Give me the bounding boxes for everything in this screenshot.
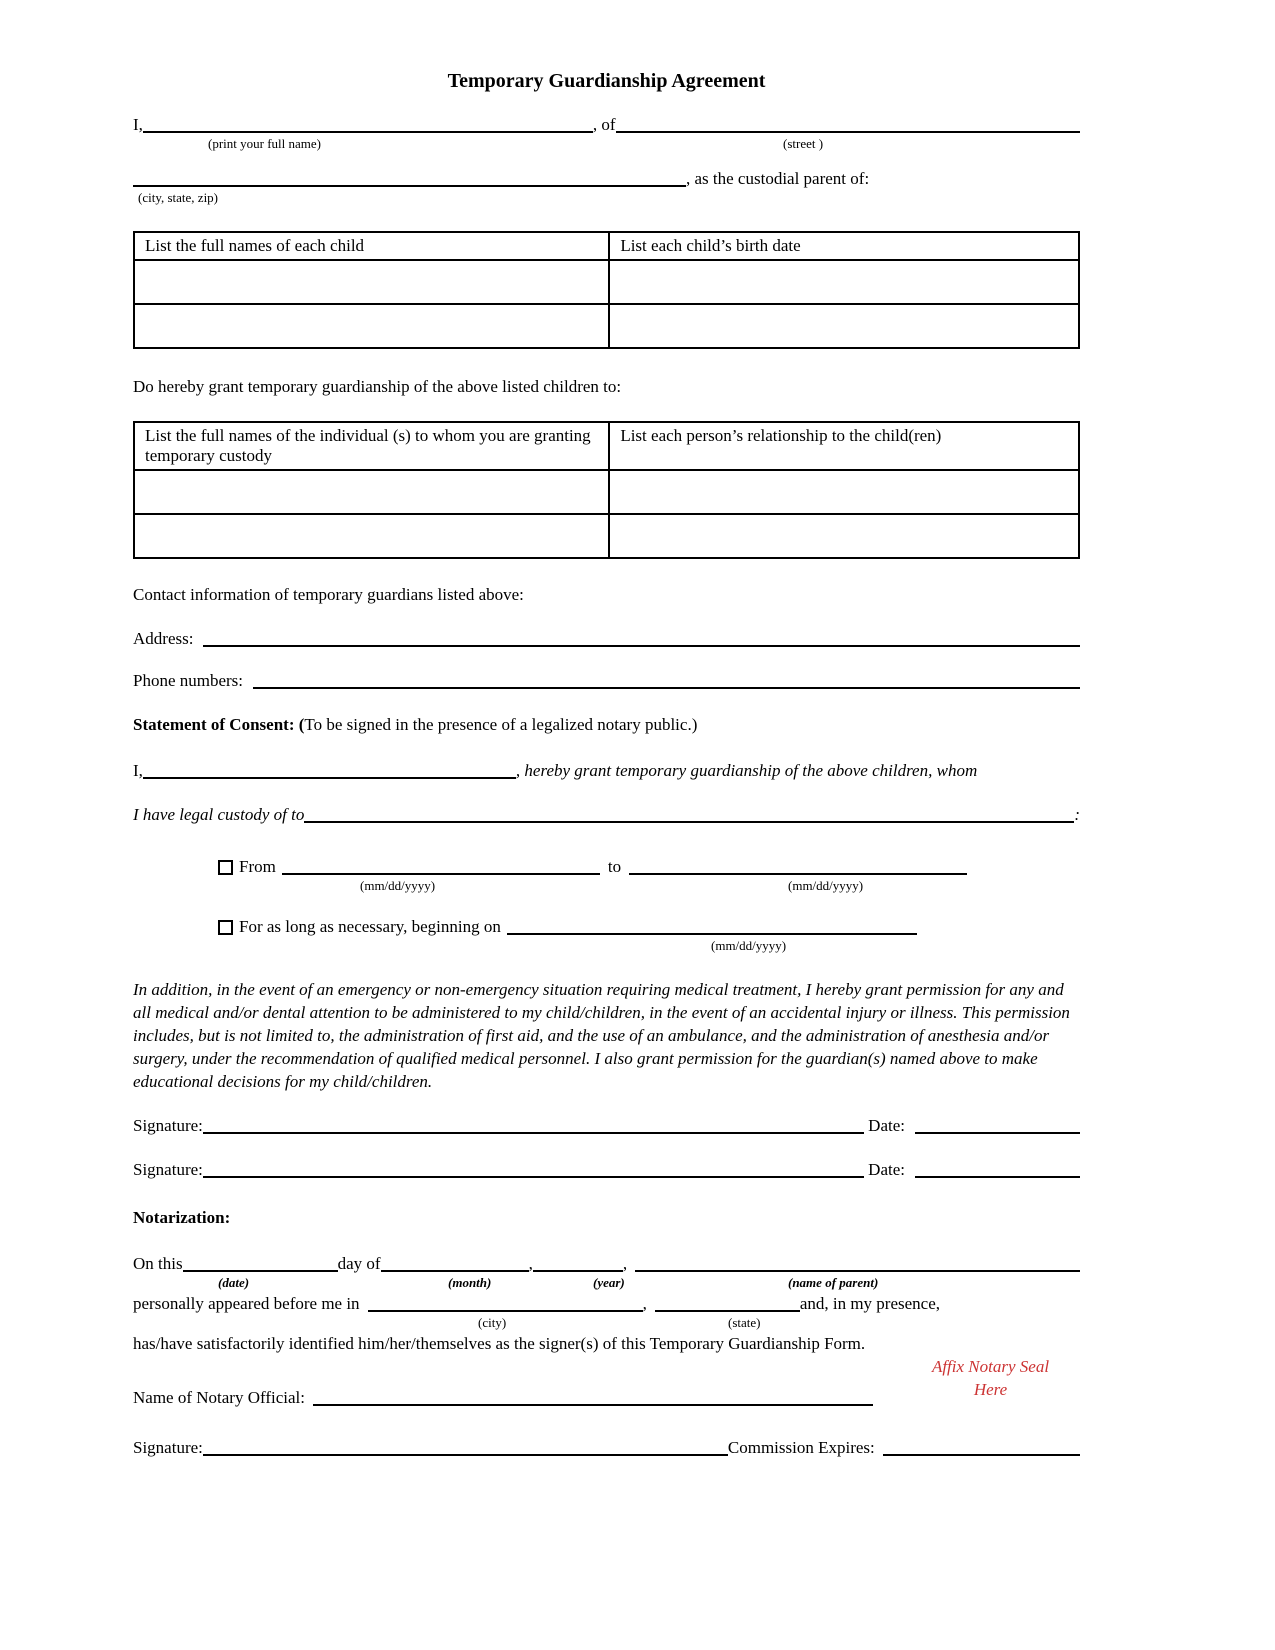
state-format-label: (state) bbox=[728, 1314, 761, 1330]
consent-heading-rest: To be signed in the presence of a legalized notary public.) bbox=[304, 715, 698, 734]
as-long-checkbox[interactable] bbox=[218, 920, 233, 935]
from-to-checkbox[interactable] bbox=[218, 860, 233, 875]
signature-row-1 bbox=[133, 1116, 1080, 1136]
parent-full-name-blank[interactable] bbox=[143, 119, 593, 133]
signature-label: Signature: bbox=[133, 1159, 203, 1179]
guardian-name-cell[interactable] bbox=[134, 470, 609, 514]
notary-city-blank[interactable] bbox=[368, 1298, 643, 1312]
grant-statement: Do hereby grant temporary guardianship of the above listed children to: bbox=[133, 377, 622, 396]
appeared-text: personally appeared before me in bbox=[133, 1293, 360, 1313]
phone-blank[interactable] bbox=[253, 675, 1080, 689]
address-blank[interactable] bbox=[203, 633, 1080, 647]
as-long-label: For as long as necessary, beginning on bbox=[239, 917, 501, 936]
on-this-text: On this bbox=[133, 1253, 183, 1273]
notary-seal-note: Affix Notary Seal Here bbox=[931, 1356, 1050, 1399]
commission-expires-label: Commission Expires: bbox=[727, 1437, 875, 1457]
children-table-row bbox=[134, 260, 1079, 304]
beginning-date-format-label: (mm/dd/yyyy) bbox=[711, 938, 787, 953]
date-blank-2[interactable] bbox=[915, 1164, 1080, 1178]
comma-3: , bbox=[642, 1293, 647, 1313]
custody-guardians-blank[interactable] bbox=[304, 809, 1074, 823]
children-names-header: List the full names of each child bbox=[134, 232, 609, 260]
consent-parent-name-blank[interactable] bbox=[143, 765, 516, 779]
print-name-label: (print your full name) bbox=[208, 136, 321, 151]
date-label: Date: bbox=[868, 1115, 905, 1135]
as-long-row bbox=[218, 917, 1080, 937]
comma-1: , bbox=[528, 1253, 533, 1273]
city-state-labels bbox=[133, 1314, 1080, 1332]
children-table-header-row bbox=[134, 232, 1079, 260]
child-name-cell[interactable] bbox=[134, 304, 609, 348]
identified-text: has/have satisfactorily identified him/her/themselves as the signer(s) of this Temporary Guardianship Form. bbox=[133, 1333, 866, 1353]
notarization-heading: Notarization: bbox=[133, 1207, 231, 1227]
contact-heading: Contact information of temporary guardians listed above: bbox=[133, 585, 524, 604]
phone-label: Phone numbers: bbox=[133, 671, 244, 690]
medical-permission-paragraph: In addition, in the event of an emergency or non-emergency situation requiring medical treatment, I hereby grant permission for any and all medical and/or dental attention to be administered to my child/children, in the event of an accidental injury or illness. This permission includes, but is not limited to, the administration of first aid, and the use of an ambulance, and the administration of anesthesia and/or surgery, under the recommendation of qualified medical personnel. I also grant permission for the guardian(s) named above to make educational decisions for my child/children. bbox=[133, 980, 1070, 1091]
guardians-table-header-row bbox=[134, 422, 1079, 470]
beginning-format-labels bbox=[133, 937, 1080, 955]
of-text: , of bbox=[592, 115, 616, 134]
consent-grant-row bbox=[133, 761, 1080, 781]
parent-name-street-row bbox=[133, 115, 1080, 135]
notary-parent-name-blank[interactable] bbox=[635, 1258, 1080, 1272]
year-format-label: (year) bbox=[593, 1274, 625, 1290]
consent-i-prefix: I, bbox=[133, 761, 143, 780]
street-label: (street ) bbox=[783, 136, 824, 151]
city-state-zip-blank[interactable] bbox=[133, 173, 686, 187]
notary-signature-blank[interactable] bbox=[203, 1442, 728, 1456]
date-blank-1[interactable] bbox=[915, 1120, 1080, 1134]
street-blank[interactable] bbox=[616, 119, 1080, 133]
parent-name-format-label: (name of parent) bbox=[788, 1274, 879, 1290]
phone-row bbox=[133, 671, 1080, 691]
notary-name-label: Name of Notary Official: bbox=[133, 1387, 305, 1407]
child-name-cell[interactable] bbox=[134, 260, 609, 304]
city-state-zip-label: (city, state, zip) bbox=[138, 190, 219, 205]
on-this-row bbox=[133, 1254, 1080, 1274]
signature-blank-1[interactable] bbox=[203, 1120, 864, 1134]
child-birthdate-cell[interactable] bbox=[609, 304, 1079, 348]
city-state-zip-labels bbox=[133, 189, 1080, 207]
guardians-table bbox=[133, 421, 1080, 559]
guardians-names-header: List the full names of the individual (s) to whom you are granting temporary custody bbox=[134, 422, 609, 470]
notary-year-blank[interactable] bbox=[533, 1258, 623, 1272]
guardian-relationship-cell[interactable] bbox=[609, 514, 1079, 558]
notary-name-block bbox=[133, 1356, 1080, 1408]
custody-colon: : bbox=[1074, 805, 1080, 824]
notary-month-blank[interactable] bbox=[381, 1258, 529, 1272]
to-date-blank[interactable] bbox=[629, 861, 967, 875]
children-table-row bbox=[134, 304, 1079, 348]
notary-signature-row bbox=[133, 1438, 1080, 1458]
signature-row-2 bbox=[133, 1160, 1080, 1180]
from-date-format-label: (mm/dd/yyyy) bbox=[360, 878, 436, 893]
beginning-date-blank[interactable] bbox=[507, 921, 917, 935]
month-format-label: (month) bbox=[448, 1274, 492, 1290]
to-date-format-label: (mm/dd/yyyy) bbox=[788, 878, 864, 893]
guardians-table-row bbox=[134, 470, 1079, 514]
notary-date-blank[interactable] bbox=[183, 1258, 338, 1272]
guardians-relationship-header: List each person’s relationship to the child(ren) bbox=[609, 422, 1079, 470]
from-date-blank[interactable] bbox=[282, 861, 600, 875]
signature-blank-2[interactable] bbox=[203, 1164, 864, 1178]
children-table bbox=[133, 231, 1080, 349]
appeared-row bbox=[133, 1294, 1080, 1314]
name-street-labels bbox=[133, 135, 1080, 153]
address-row bbox=[133, 629, 1080, 649]
signature-label: Signature: bbox=[133, 1437, 203, 1457]
consent-grant-text: , hereby grant temporary guardianship of the above children, whom bbox=[515, 761, 978, 780]
commission-expires-blank[interactable] bbox=[883, 1442, 1080, 1456]
signature-label: Signature: bbox=[133, 1115, 203, 1135]
from-label: From bbox=[239, 857, 276, 876]
comma-2: , bbox=[622, 1253, 628, 1273]
custodial-parent-row bbox=[133, 169, 1080, 189]
from-to-row bbox=[218, 857, 1080, 877]
guardians-table-row bbox=[134, 514, 1079, 558]
notary-state-blank[interactable] bbox=[655, 1298, 800, 1312]
city-format-label: (city) bbox=[478, 1314, 507, 1330]
date-label: Date: bbox=[868, 1159, 905, 1179]
consent-heading-bold: Statement of Consent: ( bbox=[133, 715, 305, 734]
custodial-parent-text: , as the custodial parent of: bbox=[686, 169, 870, 188]
address-label: Address: bbox=[133, 629, 194, 648]
day-of-text: day of bbox=[337, 1253, 381, 1273]
page-title: Temporary Guardianship Agreement bbox=[447, 70, 766, 92]
i-prefix: I, bbox=[133, 115, 143, 134]
from-to-format-labels bbox=[133, 877, 1080, 895]
guardian-relationship-cell[interactable] bbox=[609, 470, 1079, 514]
child-birthdate-cell[interactable] bbox=[609, 260, 1079, 304]
presence-text: and, in my presence, bbox=[799, 1293, 941, 1313]
children-birthdate-header: List each child’s birth date bbox=[609, 232, 1079, 260]
on-this-labels bbox=[133, 1274, 1080, 1292]
guardian-name-cell[interactable] bbox=[134, 514, 609, 558]
custody-lead-text: I have legal custody of to bbox=[133, 805, 305, 824]
consent-heading bbox=[133, 715, 1080, 735]
date-format-label: (date) bbox=[218, 1274, 250, 1290]
notary-name-blank[interactable] bbox=[313, 1392, 873, 1406]
custody-row bbox=[133, 805, 1080, 825]
to-label: to bbox=[607, 857, 622, 876]
